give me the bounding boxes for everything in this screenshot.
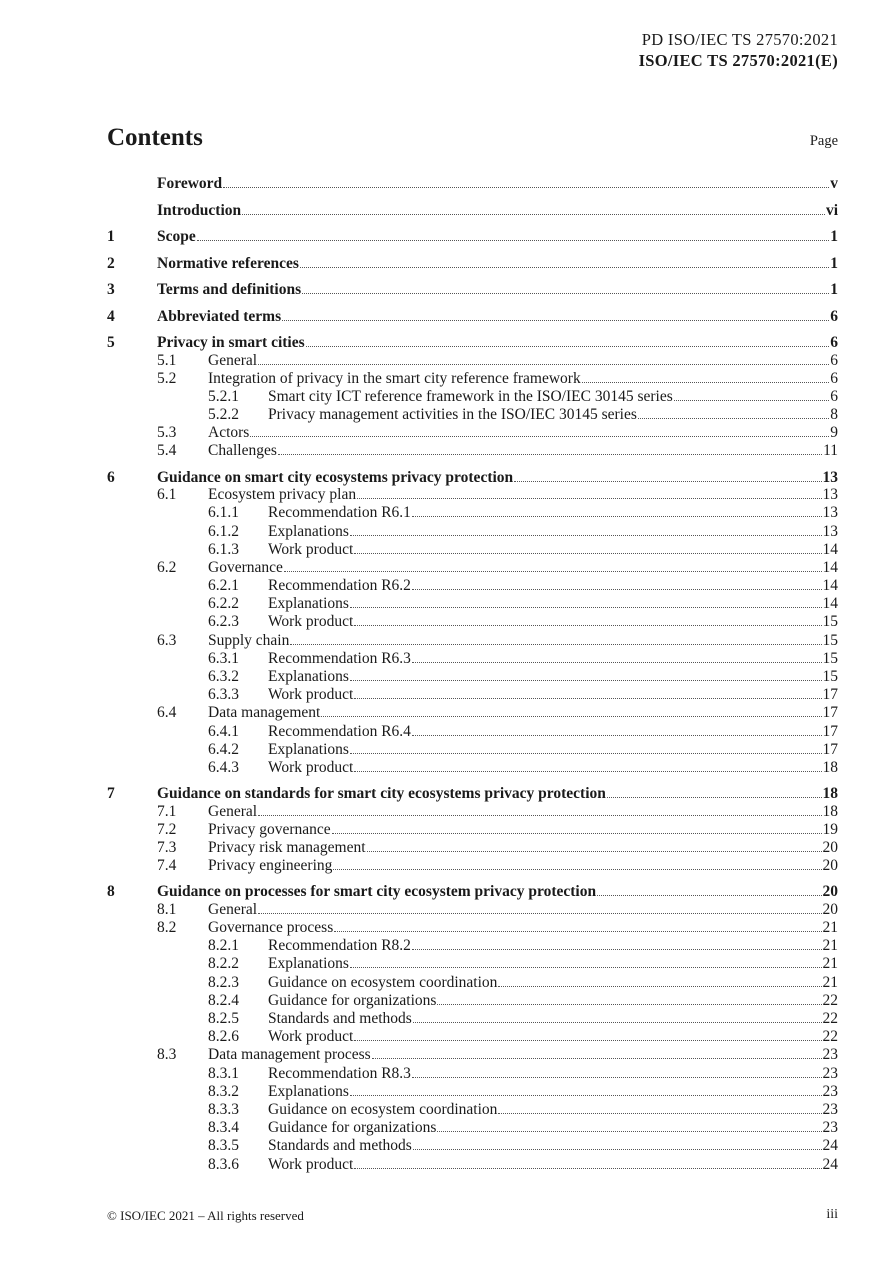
dot-leader bbox=[278, 454, 822, 455]
toc-entry-page: 19 bbox=[822, 820, 838, 838]
toc-entry[interactable] bbox=[107, 992, 838, 1010]
dot-leader bbox=[607, 797, 822, 798]
toc-entry-page: 23 bbox=[822, 1082, 838, 1100]
toc-entry[interactable] bbox=[107, 388, 838, 406]
toc-entry-page: 20 bbox=[822, 857, 838, 875]
toc-entry-title: General bbox=[208, 802, 258, 820]
toc-entry-title: Normative references bbox=[157, 254, 299, 272]
toc-entry-title: Guidance on ecosystem coordination bbox=[268, 973, 498, 991]
toc-entry-page: 18 bbox=[822, 785, 838, 803]
toc-entry-number: 8.2.4 bbox=[208, 991, 239, 1009]
toc-entry[interactable] bbox=[107, 613, 838, 631]
toc-entry[interactable] bbox=[107, 227, 838, 254]
toc-entry-number: 8.3.6 bbox=[208, 1155, 239, 1173]
dot-leader bbox=[223, 187, 829, 188]
toc-entry-number: 8.3.4 bbox=[208, 1119, 239, 1137]
toc-entry-page: 6 bbox=[830, 307, 838, 325]
toc-entry-page: 1 bbox=[830, 281, 838, 298]
toc-entry-page: 14 bbox=[822, 577, 838, 595]
toc-entry-page: 17 bbox=[822, 740, 838, 758]
toc-entry[interactable] bbox=[107, 541, 838, 559]
toc-entry-title: Recommendation R6.2 bbox=[268, 577, 411, 595]
toc-entry-page: 9 bbox=[830, 424, 838, 442]
toc-entry-page: 20 bbox=[822, 900, 838, 918]
toc-entry-page: 1 bbox=[830, 228, 838, 245]
toc-entry[interactable] bbox=[107, 1156, 838, 1174]
toc-entry-number: 8.3.2 bbox=[208, 1082, 239, 1100]
toc-entry-title: Privacy governance bbox=[208, 820, 331, 838]
toc-entry[interactable] bbox=[107, 1119, 838, 1137]
dot-leader bbox=[321, 716, 821, 717]
toc-entry[interactable] bbox=[107, 174, 838, 201]
toc-entry-page: 15 bbox=[822, 613, 838, 631]
toc-entry[interactable] bbox=[107, 370, 838, 388]
toc-entry-title: Data management process bbox=[208, 1046, 371, 1064]
toc-entry-page: 6 bbox=[830, 387, 838, 405]
toc-entry-number: 7 bbox=[107, 785, 115, 803]
toc-entry-number: 6.4.3 bbox=[208, 758, 239, 776]
toc-entry-page: 13 bbox=[822, 468, 838, 486]
toc-entry-page: 14 bbox=[822, 595, 838, 613]
toc-entry-page: 22 bbox=[822, 1028, 838, 1046]
toc-entry-number: 8.3.3 bbox=[208, 1100, 239, 1118]
toc-entry[interactable] bbox=[107, 1083, 838, 1101]
dot-leader bbox=[197, 240, 830, 241]
toc-entry-number: 7.1 bbox=[157, 802, 177, 820]
toc-entry-title: Ecosystem privacy plan bbox=[208, 486, 357, 504]
dot-leader bbox=[354, 771, 821, 772]
page-number: iii bbox=[826, 1207, 838, 1222]
toc-entry-title: Guidance for organizations bbox=[268, 991, 437, 1009]
toc-entry-title: Explanations bbox=[268, 595, 349, 613]
toc-entry-page: 14 bbox=[822, 558, 838, 576]
toc-entry-number: 4 bbox=[107, 307, 115, 325]
dot-leader bbox=[350, 535, 822, 536]
toc-entry[interactable] bbox=[107, 1028, 838, 1046]
toc-entry-title: Work product bbox=[268, 686, 354, 704]
toc-entry[interactable] bbox=[107, 937, 838, 955]
toc-entry[interactable] bbox=[107, 955, 838, 973]
toc-entry-number: 6.4.2 bbox=[208, 740, 239, 758]
toc-entry[interactable] bbox=[107, 1065, 838, 1083]
toc-entry-title: Abbreviated terms bbox=[157, 307, 282, 325]
dot-leader bbox=[290, 644, 821, 645]
dot-leader bbox=[582, 382, 830, 383]
toc-entry-number: 6.2.3 bbox=[208, 613, 239, 631]
dot-leader bbox=[514, 481, 821, 482]
toc-entry-number: 6.1.2 bbox=[208, 522, 239, 540]
toc-entry-page: 23 bbox=[822, 1046, 838, 1064]
dot-leader bbox=[354, 1040, 821, 1041]
toc-entry-number: 2 bbox=[107, 254, 115, 272]
dot-leader bbox=[354, 553, 821, 554]
toc-entry-title: Actors bbox=[208, 424, 250, 442]
dot-leader bbox=[354, 1168, 821, 1169]
toc-entry-number: 8.2.1 bbox=[208, 937, 239, 955]
toc-entry-title: Privacy risk management bbox=[208, 839, 366, 856]
toc-entry[interactable] bbox=[107, 307, 838, 334]
toc-entry[interactable] bbox=[107, 424, 838, 442]
toc-entry-number: 6.3.1 bbox=[208, 649, 239, 667]
toc-entry[interactable] bbox=[107, 254, 838, 281]
toc-entry-number: 6.3.2 bbox=[208, 668, 239, 685]
toc-entry-number: 6.3 bbox=[157, 631, 177, 649]
toc-entry-title: Governance process bbox=[208, 919, 334, 937]
toc-entry-number: 7.4 bbox=[157, 857, 177, 875]
dot-leader bbox=[597, 895, 821, 896]
toc-entry-page: 1 bbox=[830, 254, 838, 272]
toc-entry-number: 3 bbox=[107, 281, 115, 298]
toc-entry-page: 6 bbox=[830, 351, 838, 369]
toc-entry-number: 8.2.5 bbox=[208, 1010, 239, 1027]
toc-entry-title: Recommendation R6.1 bbox=[268, 504, 411, 522]
toc-entry[interactable] bbox=[107, 504, 838, 522]
toc-entry-title: Recommendation R6.3 bbox=[268, 649, 411, 667]
toc-entry-page: 23 bbox=[822, 1064, 838, 1082]
dot-leader bbox=[242, 214, 825, 215]
dot-leader bbox=[412, 949, 822, 950]
toc-entry-title: Explanations bbox=[268, 955, 349, 973]
toc-entry[interactable] bbox=[107, 857, 838, 875]
toc-entry-page: 15 bbox=[822, 649, 838, 667]
toc-entry-title: Work product bbox=[268, 1155, 354, 1173]
toc-entry-title: Work product bbox=[268, 1028, 354, 1046]
dot-leader bbox=[372, 1058, 822, 1059]
toc-entry-number: 6.2.1 bbox=[208, 577, 239, 595]
toc-entry[interactable] bbox=[107, 650, 838, 668]
toc-entry[interactable] bbox=[107, 442, 838, 460]
dot-leader bbox=[354, 625, 821, 626]
toc-entry-title: Smart city ICT reference framework in the ISO/IEC 30145 series bbox=[268, 387, 673, 405]
toc-entry-number: 5.2 bbox=[157, 369, 177, 387]
toc-entry-page: 23 bbox=[822, 1100, 838, 1118]
toc-entry-page: 17 bbox=[822, 686, 838, 704]
dot-leader bbox=[437, 1131, 821, 1132]
dot-leader bbox=[413, 1149, 822, 1150]
toc-entry-title: Standards and methods bbox=[268, 1010, 412, 1027]
toc-entry[interactable] bbox=[107, 595, 838, 613]
toc-entry[interactable] bbox=[107, 759, 838, 777]
toc-entry-number: 6.3.3 bbox=[208, 686, 239, 704]
dot-leader bbox=[638, 418, 829, 419]
toc-entry-number: 6 bbox=[107, 468, 115, 486]
toc-entry-number: 8.2.6 bbox=[208, 1028, 239, 1046]
toc-entry-page: 20 bbox=[822, 883, 838, 901]
toc-entry-title: Guidance on standards for smart city ecosystems privacy protection bbox=[157, 785, 606, 803]
toc-entry-number: 8.3 bbox=[157, 1046, 177, 1064]
dot-leader bbox=[332, 833, 822, 834]
toc-entry-page: 24 bbox=[822, 1155, 838, 1173]
toc-entry[interactable] bbox=[107, 821, 838, 839]
toc-entry-title: Data management bbox=[208, 704, 321, 722]
toc-entry-page: 18 bbox=[822, 802, 838, 820]
toc-entry-page: 17 bbox=[822, 704, 838, 722]
dot-leader bbox=[350, 607, 822, 608]
toc-entry-title: General bbox=[208, 900, 258, 918]
toc-entry[interactable] bbox=[107, 559, 838, 577]
dot-leader bbox=[250, 436, 829, 437]
toc-entry-number: 5.1 bbox=[157, 351, 177, 369]
dot-leader bbox=[412, 662, 822, 663]
toc-entry-title: Privacy engineering bbox=[208, 857, 333, 875]
toc-entry-page: 6 bbox=[830, 369, 838, 387]
dot-leader bbox=[350, 967, 822, 968]
toc-entry-number: 8 bbox=[107, 883, 115, 901]
dot-leader bbox=[300, 267, 829, 268]
toc-entry-number: 6.4.1 bbox=[208, 722, 239, 740]
toc-entry-number: 5.2.1 bbox=[208, 387, 239, 405]
toc-entry-page: 21 bbox=[822, 937, 838, 955]
toc-entry-page: 8 bbox=[830, 406, 838, 424]
dot-leader bbox=[333, 869, 821, 870]
toc-entry-title: Terms and definitions bbox=[157, 281, 302, 298]
toc-entry[interactable] bbox=[107, 901, 838, 919]
toc-entry-number: 5.2.2 bbox=[208, 406, 239, 424]
table-of-contents bbox=[107, 174, 838, 1174]
toc-entry-page: 15 bbox=[822, 631, 838, 649]
toc-entry-page: 21 bbox=[822, 973, 838, 991]
toc-entry-page: 22 bbox=[822, 991, 838, 1009]
toc-entry[interactable] bbox=[107, 839, 838, 857]
toc-entry-title: Governance bbox=[208, 558, 283, 576]
toc-entry[interactable] bbox=[107, 577, 838, 595]
toc-entry-title: Explanations bbox=[268, 522, 349, 540]
toc-entry-title: Guidance on ecosystem coordination bbox=[268, 1100, 498, 1118]
toc-entry[interactable] bbox=[107, 201, 838, 228]
toc-entry-page: v bbox=[830, 175, 838, 192]
toc-entry[interactable] bbox=[107, 1137, 838, 1155]
dot-leader bbox=[306, 346, 830, 347]
toc-entry[interactable] bbox=[107, 280, 838, 307]
dot-leader bbox=[258, 364, 829, 365]
dot-leader bbox=[437, 1004, 821, 1005]
toc-entry-number: 8.2.3 bbox=[208, 973, 239, 991]
contents-title: Contents bbox=[107, 124, 203, 151]
toc-entry-title: Recommendation R8.3 bbox=[268, 1064, 411, 1082]
toc-entry-number: 8.3.1 bbox=[208, 1064, 239, 1082]
toc-entry-page: 20 bbox=[822, 839, 838, 856]
toc-entry-title: Introduction bbox=[157, 201, 242, 219]
toc-entry-title: Supply chain bbox=[208, 631, 290, 649]
toc-entry[interactable] bbox=[107, 974, 838, 992]
toc-entry-number: 8.2 bbox=[157, 919, 177, 937]
toc-entry[interactable] bbox=[107, 632, 838, 650]
toc-entry-title: Explanations bbox=[268, 1082, 349, 1100]
toc-entry-page: 6 bbox=[830, 334, 838, 351]
dot-leader bbox=[258, 815, 821, 816]
dot-leader bbox=[284, 571, 822, 572]
toc-entry-number: 6.2 bbox=[157, 558, 177, 576]
toc-entry-number: 1 bbox=[107, 228, 115, 245]
toc-entry-page: 13 bbox=[822, 522, 838, 540]
toc-entry-title: Work product bbox=[268, 758, 354, 776]
toc-entry[interactable] bbox=[107, 1101, 838, 1119]
toc-entry-number: 6.2.2 bbox=[208, 595, 239, 613]
dot-leader bbox=[350, 753, 822, 754]
dot-leader bbox=[354, 698, 821, 699]
toc-entry-title: Recommendation R6.4 bbox=[268, 722, 411, 740]
dot-leader bbox=[412, 589, 822, 590]
toc-entry-number: 6.1.1 bbox=[208, 504, 239, 522]
toc-entry[interactable] bbox=[107, 919, 838, 937]
toc-entry-title: Explanations bbox=[268, 668, 349, 685]
toc-entry-page: 23 bbox=[822, 1119, 838, 1137]
toc-entry-title: Standards and methods bbox=[268, 1137, 412, 1155]
toc-entry-title: Work product bbox=[268, 540, 354, 558]
toc-entry[interactable] bbox=[107, 704, 838, 722]
dot-leader bbox=[350, 1095, 822, 1096]
toc-entry-page: 11 bbox=[823, 442, 838, 460]
toc-entry[interactable] bbox=[107, 406, 838, 424]
toc-entry-page: 24 bbox=[822, 1137, 838, 1155]
toc-entry-title: Guidance on smart city ecosystems privacy protection bbox=[157, 468, 514, 486]
toc-entry-page: 13 bbox=[822, 486, 838, 504]
toc-entry[interactable] bbox=[107, 486, 838, 504]
dot-leader bbox=[350, 680, 822, 681]
toc-entry-page: 13 bbox=[822, 504, 838, 522]
toc-entry-page: 21 bbox=[822, 955, 838, 973]
toc-entry-title: Work product bbox=[268, 613, 354, 631]
toc-entry[interactable] bbox=[107, 741, 838, 759]
document-reference-pd: PD ISO/IEC TS 27570:2021 bbox=[641, 30, 838, 49]
toc-entry-number: 7.3 bbox=[157, 839, 177, 856]
toc-entry-page: 14 bbox=[822, 540, 838, 558]
dot-leader bbox=[302, 293, 829, 294]
dot-leader bbox=[498, 986, 821, 987]
toc-entry-page: 21 bbox=[822, 919, 838, 937]
toc-entry-title: Privacy in smart cities bbox=[157, 334, 305, 351]
toc-entry-number: 7.2 bbox=[157, 820, 177, 838]
toc-entry-title: Scope bbox=[157, 228, 196, 245]
toc-entry-page: 22 bbox=[822, 1010, 838, 1027]
document-reference-iso: ISO/IEC TS 27570:2021(E) bbox=[638, 51, 838, 70]
toc-entry-title: Recommendation R8.2 bbox=[268, 937, 411, 955]
toc-entry-number: 6.1 bbox=[157, 486, 177, 504]
toc-entry-title: General bbox=[208, 351, 258, 369]
toc-entry-number: 6.4 bbox=[157, 704, 177, 722]
toc-entry-page: 18 bbox=[822, 758, 838, 776]
dot-leader bbox=[412, 1077, 822, 1078]
dot-leader bbox=[674, 400, 830, 401]
toc-entry-title: Privacy management activities in the ISO/IEC 30145 series bbox=[268, 406, 637, 424]
toc-entry-number: 5.4 bbox=[157, 442, 177, 460]
toc-entry[interactable] bbox=[107, 1046, 838, 1064]
dot-leader bbox=[357, 498, 821, 499]
toc-entry-title: Challenges bbox=[208, 442, 277, 460]
toc-entry-number: 5.3 bbox=[157, 424, 177, 442]
toc-entry-number: 8.1 bbox=[157, 900, 177, 918]
toc-entry[interactable] bbox=[107, 803, 838, 821]
dot-leader bbox=[413, 1022, 822, 1023]
dot-leader bbox=[334, 931, 821, 932]
toc-entry[interactable] bbox=[107, 686, 838, 704]
toc-entry-title: Guidance on processes for smart city ecosystem privacy protection bbox=[157, 883, 597, 901]
dot-leader bbox=[258, 913, 821, 914]
page-column-label: Page bbox=[809, 133, 838, 149]
toc-entry-title: Explanations bbox=[268, 740, 349, 758]
dot-leader bbox=[412, 735, 822, 736]
toc-entry[interactable] bbox=[107, 723, 838, 741]
toc-entry-page: 15 bbox=[822, 668, 838, 685]
toc-entry[interactable] bbox=[107, 668, 838, 686]
dot-leader bbox=[282, 320, 829, 321]
toc-entry-title: Foreword bbox=[157, 175, 223, 192]
toc-entry-number: 8.2.2 bbox=[208, 955, 239, 973]
dot-leader bbox=[412, 516, 822, 517]
toc-entry-page: 17 bbox=[822, 722, 838, 740]
dot-leader bbox=[498, 1113, 821, 1114]
toc-entry[interactable] bbox=[107, 1010, 838, 1028]
toc-entry-page: vi bbox=[825, 201, 838, 219]
dot-leader bbox=[367, 851, 822, 852]
toc-entry-title: Integration of privacy in the smart city reference framework bbox=[208, 369, 581, 387]
toc-entry[interactable] bbox=[107, 523, 838, 541]
toc-entry-number: 8.3.5 bbox=[208, 1137, 239, 1155]
copyright-notice: © ISO/IEC 2021 – All rights reserved bbox=[107, 1208, 304, 1223]
toc-entry-number: 6.1.3 bbox=[208, 540, 239, 558]
toc-entry-title: Guidance for organizations bbox=[268, 1119, 437, 1137]
toc-entry-number: 5 bbox=[107, 334, 115, 351]
toc-entry[interactable] bbox=[107, 352, 838, 370]
